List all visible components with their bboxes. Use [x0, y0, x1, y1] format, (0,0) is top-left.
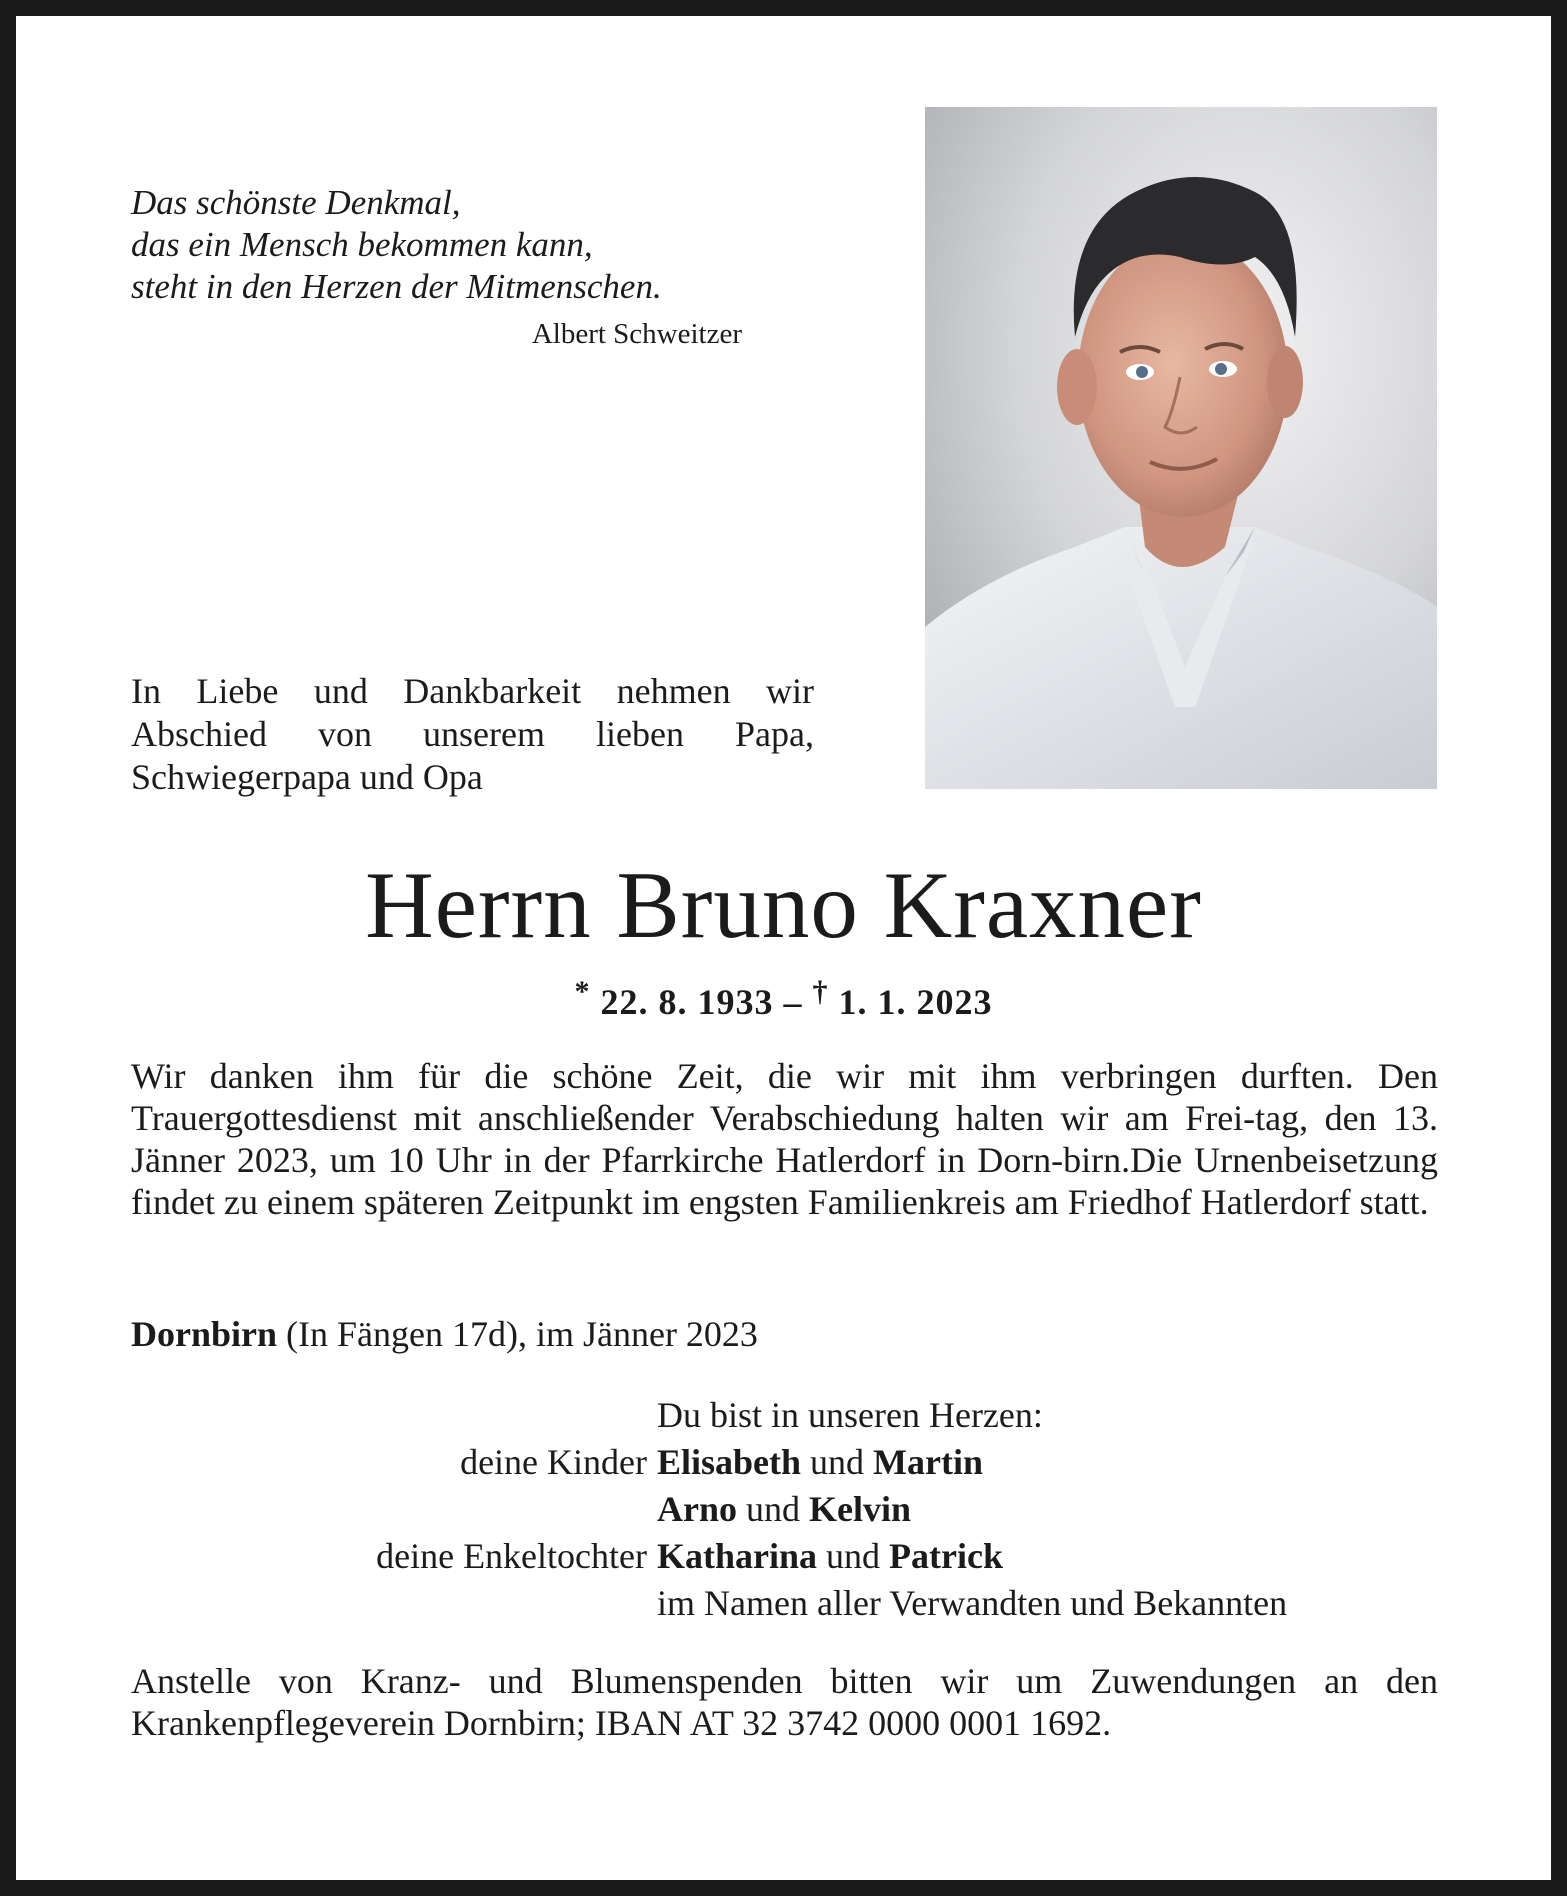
place-city: Dornbirn — [131, 1314, 278, 1354]
partner-name: Patrick — [889, 1536, 1003, 1576]
mourners-closing: im Namen aller Verwandten und Bekannten — [657, 1583, 1288, 1623]
life-dates — [0, 975, 1567, 1023]
service-message: Wir danken ihm für die schöne Zeit, die wir mit ihm verbringen durften. Den Trauergottesdienst mit anschließender Verabschiedung halten wir am Frei-tag, den 13. Jänner 2023, um 10 Uhr in der Pfarrkirche Hatlerdorf in Dorn-birn.Die Urnenbeisetzung findet zu einem späteren Zeitpunkt im engsten Familienkreis am Friedhof Hatlerdorf statt. — [131, 1056, 1438, 1222]
children-label: deine Kinder — [460, 1442, 647, 1482]
child-name: Kelvin — [809, 1489, 912, 1529]
intro-text: In Liebe und Dankbarkeit nehmen wir Abschied von unserem lieben Papa, Schwiegerpapa und Opa — [131, 671, 814, 797]
date-separator: – — [783, 982, 803, 1022]
mourners-heading: Du bist in unseren Herzen: — [657, 1395, 1043, 1435]
quote-author: Albert Schweitzer — [531, 318, 742, 350]
grandchild-name: Katharina — [657, 1536, 818, 1576]
deceased-name: Herrn Bruno Kraxner — [365, 852, 1202, 958]
place-details: (In Fängen 17d), im Jänner 2023 — [277, 1314, 758, 1354]
children-row — [131, 1439, 1438, 1486]
death-symbol: † — [812, 975, 829, 1008]
grandchild-row — [131, 1533, 1438, 1580]
children-row-2 — [131, 1486, 1438, 1533]
birth-date: 22. 8. 1933 — [600, 982, 774, 1022]
place-and-date — [131, 1313, 1438, 1355]
conjunction: und — [801, 1442, 874, 1482]
birth-symbol: * — [574, 975, 591, 1008]
portrait-photo — [925, 107, 1437, 789]
child-name: Martin — [873, 1442, 984, 1482]
conjunction: und — [737, 1489, 809, 1529]
child-name: Arno — [657, 1489, 737, 1529]
quote-line-2: das ein Mensch bekommen kann, — [131, 225, 593, 264]
donation-note: Anstelle von Kranz- und Blumenspenden bitten wir um Zuwendungen an den Krankenpflegeverein Dornbirn; IBAN AT 32 3742 0000 0001 1692. — [131, 1661, 1438, 1743]
mourners-list — [131, 1392, 1438, 1627]
quote-line-1: Das schönste Denkmal, — [131, 183, 461, 222]
child-name: Elisabeth — [657, 1442, 802, 1482]
portrait-photo-icon — [925, 107, 1437, 789]
quote — [131, 182, 771, 308]
death-date: 1. 1. 2023 — [838, 982, 993, 1022]
conjunction: und — [817, 1536, 890, 1576]
grandchild-label: deine Enkeltochter — [376, 1536, 647, 1576]
quote-line-3: steht in den Herzen der Mitmenschen. — [131, 267, 662, 306]
